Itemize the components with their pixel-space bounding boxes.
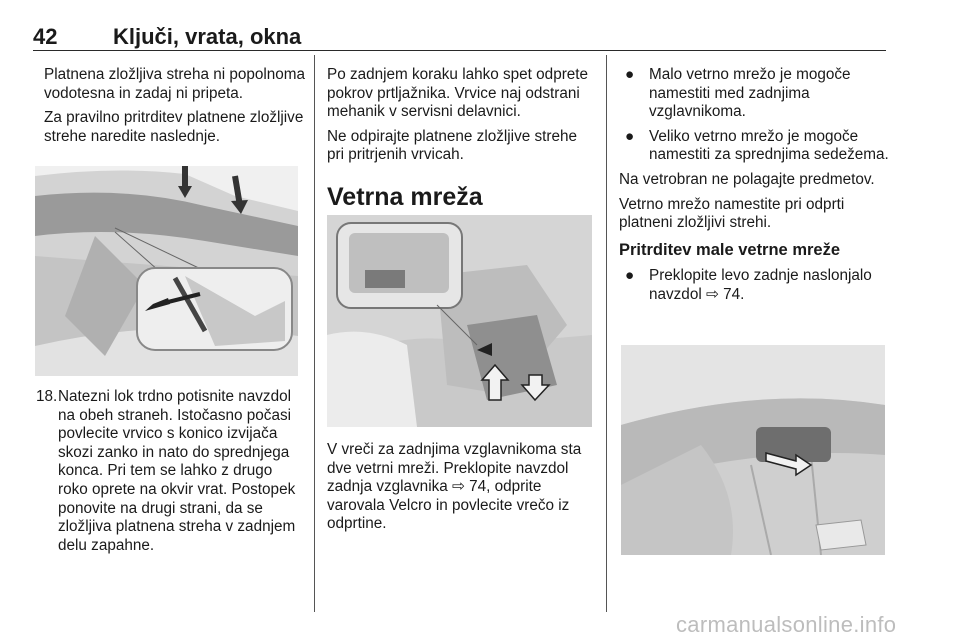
page-header: [33, 22, 886, 51]
bullet-icon: ●: [625, 66, 635, 83]
paragraph: Po zadnjem koraku lahko spet odprete pokrov prtljažnika. Vrvice naj odstrani mehanik v servisni delavnici.: [327, 66, 589, 121]
bullet-icon: ●: [625, 267, 635, 285]
step-number: 18.: [36, 388, 58, 405]
column-left: [44, 66, 306, 152]
bullet-item: ● Veliko vetrno mrežo je mogoče namestiti za sprednjima sedežema.: [625, 127, 889, 164]
page-ref-icon: ⇨: [705, 285, 719, 303]
paragraph: V vreči za zadnjima vzglavnikoma sta dve vetrni mreži. Preklopite navzdol zadnja vzglavnika ⇨ 74, odprite varovala Velcro in povlecite vrečo iz odprtine.: [327, 441, 582, 533]
section-heading: Vetrna mreža: [327, 182, 483, 211]
step-item: [36, 388, 306, 555]
watermark: carmanualsonline.info: [676, 612, 897, 637]
roof-tensioning-illustration: [35, 166, 298, 376]
paragraph: Ne odpirajte platnene zložljive strehe pri pritrjenih vrvicah.: [327, 127, 577, 164]
paragraph-block: [327, 441, 595, 540]
column-middle: [327, 66, 595, 229]
bullet-item: ● Preklopite levo zadnje naslonjalo navzdol ⇨ 74.: [625, 267, 872, 303]
column-divider: [606, 55, 607, 612]
paragraph: Platnena zložljiva streha ni popolnoma vodotesna in zadaj ni pripeta.: [44, 66, 306, 102]
chapter-title: Ključi, vrata, okna: [113, 24, 302, 49]
page-ref: 74: [469, 478, 487, 496]
paragraph: Na vetrobran ne polagajte predmetov.: [619, 170, 875, 188]
paragraph: Za pravilno pritrditev platnene zložljive strehe naredite naslednje.: [44, 109, 304, 145]
bullet-item: ● Malo vetrno mrežo je mogoče namestiti med zadnjima vzglavnikoma.: [625, 66, 851, 121]
step-list: [36, 388, 306, 555]
page-ref: 74.: [723, 285, 745, 303]
wind-net-bag-illustration: [327, 215, 592, 427]
paragraph: Vetrno mrežo namestite pri odprti platneni zložljivi strehi.: [619, 195, 845, 232]
column-right: [619, 66, 889, 311]
bullet-icon: ●: [625, 127, 635, 145]
page-number: 42: [33, 24, 58, 49]
column-divider: [314, 55, 315, 612]
step-text: Natezni lok trdno potisnite navzdol na obeh straneh. Istočasno počasi povlecite vrvico s konico izvijača skozi zanko in nato do sprednjega konca. Pri tem se lahko z drugo roko oprete na okvir vrat. Postopek ponovite na drugi strani, da se zložljiva platnena streha v zadnjem delu zapahne.: [58, 388, 296, 554]
rear-seat-illustration: [621, 345, 885, 555]
page-ref-icon: ⇨: [452, 478, 465, 496]
subsection-heading: Pritrditev male vetrne mreže: [619, 240, 841, 259]
